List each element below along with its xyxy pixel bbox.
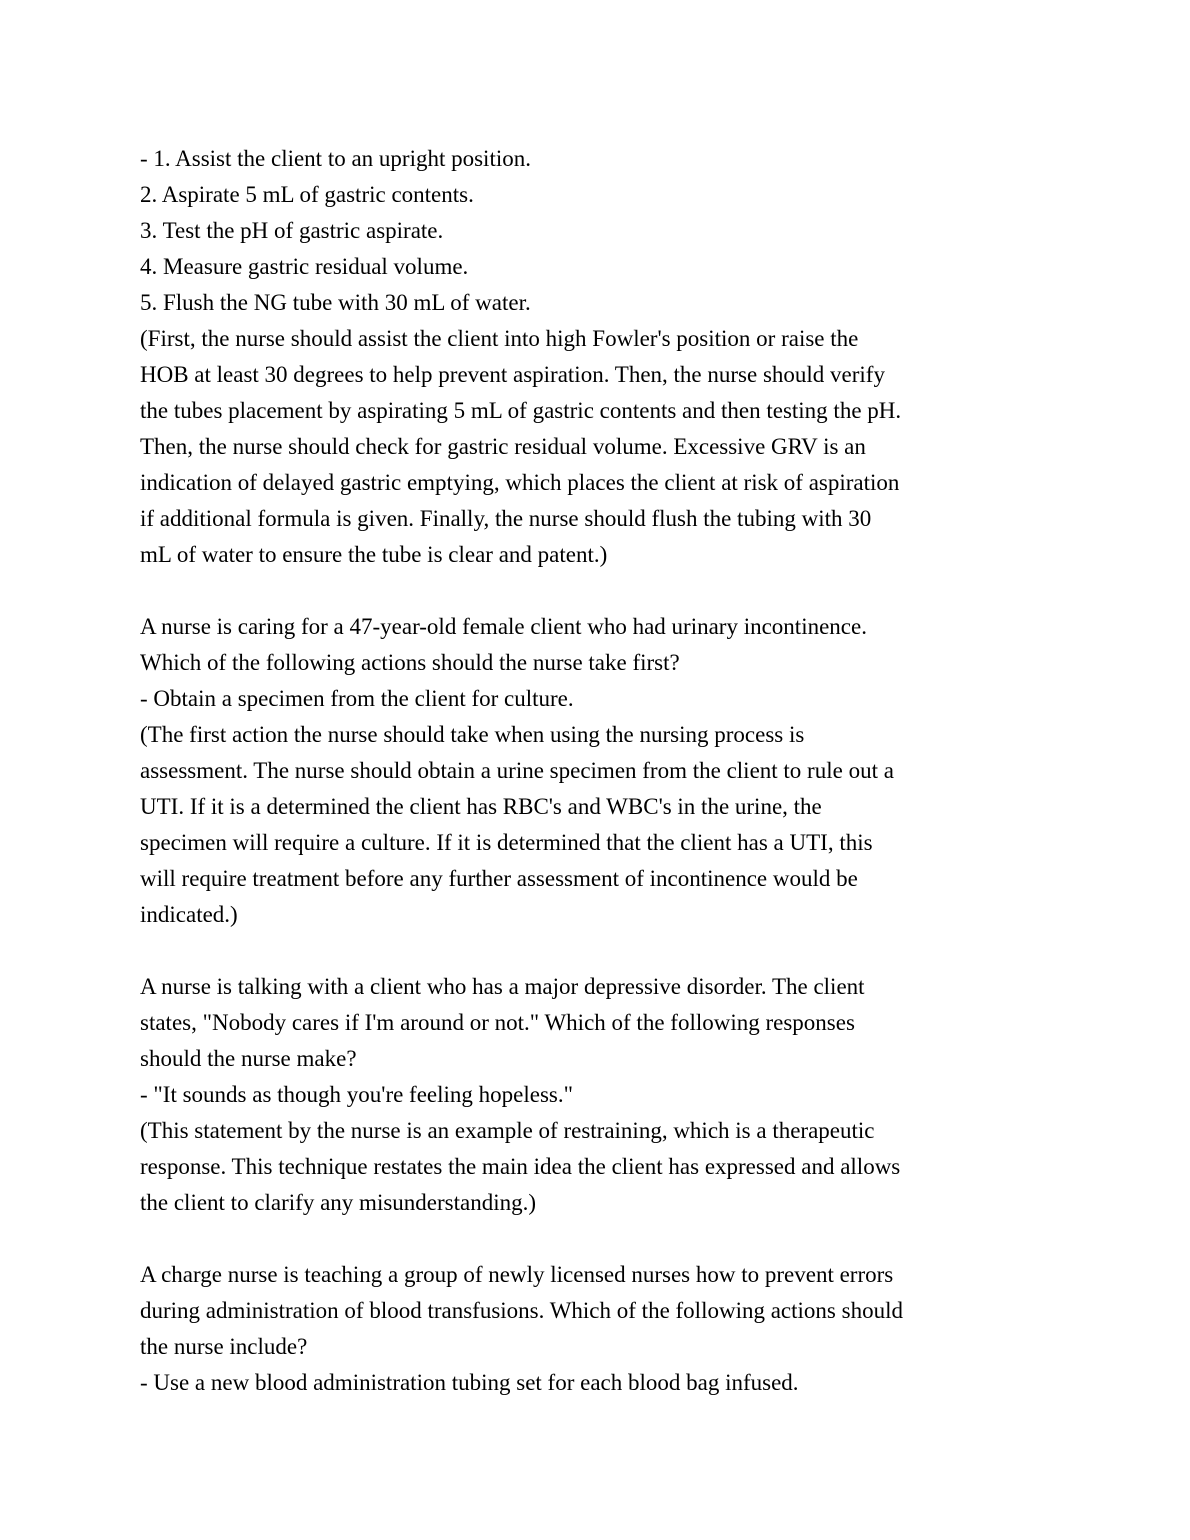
paragraph-block [140,969,1055,1221]
text-line: 5. Flush the NG tube with 30 mL of water. [140,290,531,315]
text-line: (The first action the nurse should take when using the nursing process is [140,722,805,747]
paragraph-block [140,1257,1055,1401]
text-line: 2. Aspirate 5 mL of gastric contents. [140,182,474,207]
text-line: indicated.) [140,902,238,927]
text-line: - Use a new blood administration tubing set for each blood bag infused. [140,1370,799,1395]
text-line: (First, the nurse should assist the client into high Fowler's position or raise the [140,326,859,351]
text-line: - 1. Assist the client to an upright position. [140,146,531,171]
text-line: - "It sounds as though you're feeling hopeless." [140,1082,574,1107]
text-line: (This statement by the nurse is an example of restraining, which is a therapeutic [140,1118,875,1143]
paragraph-block [140,609,1055,933]
document-text [140,141,1055,1401]
text-line: states, "Nobody cares if I'm around or not." Which of the following responses [140,1010,855,1035]
text-line: - Obtain a specimen from the client for culture. [140,686,574,711]
text-line: assessment. The nurse should obtain a urine specimen from the client to rule out a [140,758,894,783]
text-line: Then, the nurse should check for gastric residual volume. Excessive GRV is an [140,434,866,459]
text-line: 4. Measure gastric residual volume. [140,254,469,279]
text-line: indication of delayed gastric emptying, which places the client at risk of aspiration [140,470,900,495]
text-line: HOB at least 30 degrees to help prevent aspiration. Then, the nurse should verify [140,362,885,387]
text-line: during administration of blood transfusions. Which of the following actions should [140,1298,903,1323]
text-line: specimen will require a culture. If it is determined that the client has a UTI, this [140,830,873,855]
text-line: A nurse is caring for a 47-year-old female client who had urinary incontinence. [140,614,867,639]
text-line: the tubes placement by aspirating 5 mL of gastric contents and then testing the pH. [140,398,902,423]
text-line: Which of the following actions should the nurse take first? [140,650,680,675]
text-line: UTI. If it is a determined the client has RBC's and WBC's in the urine, the [140,794,822,819]
text-line: if additional formula is given. Finally, the nurse should flush the tubing with 30 [140,506,872,531]
paragraph-block [140,141,1055,573]
text-line: the client to clarify any misunderstanding.) [140,1190,536,1215]
text-line: A nurse is talking with a client who has a major depressive disorder. The client [140,974,865,999]
text-line: will require treatment before any further assessment of incontinence would be [140,866,858,891]
text-line: mL of water to ensure the tube is clear and patent.) [140,542,608,567]
text-line: should the nurse make? [140,1046,357,1071]
text-line: 3. Test the pH of gastric aspirate. [140,218,444,243]
text-line: A charge nurse is teaching a group of newly licensed nurses how to prevent errors [140,1262,894,1287]
text-line: the nurse include? [140,1334,308,1359]
text-line: response. This technique restates the main idea the client has expressed and allows [140,1154,901,1179]
